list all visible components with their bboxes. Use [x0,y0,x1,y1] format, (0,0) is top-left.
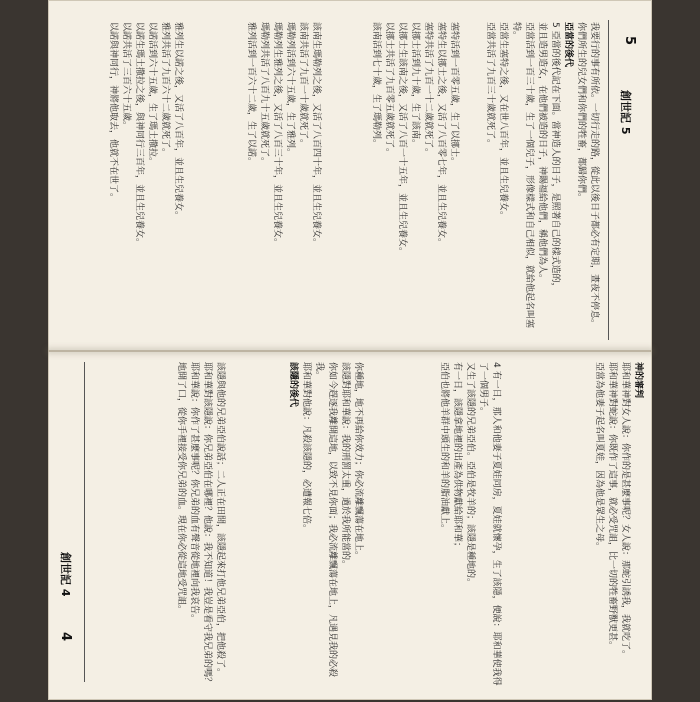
paragraph: 亞當共活了九百三十歲就死了。 [485,22,495,149]
page-number: 5 [622,36,637,46]
paragraph: 瑪勒列活到六十五歲，生了雅列。 [285,22,295,158]
running-head: 創世記 4 [59,552,72,597]
paragraph: 地開了口，從你手裡接受你兄弟的血。現在你必從這地受咒詛。 [176,362,186,615]
paragraph: 你種地，地不再給你效力；你必流離飄蕩在地上。 [353,362,363,561]
paragraph: 該隱對耶和華說：我的刑罰太重，過於我所能當的。 [340,362,350,570]
paragraph: 以挪士共活了九百零五歲就死了。 [384,22,394,158]
paragraph: 以挪士生該南之後，又活了八百一十五年，並且生兒養女。 [397,22,407,257]
page-bottom [48,352,652,702]
page-number: 4 [58,632,73,642]
paragraph: 以諾生瑪土撒拉之後，與神同行三百年，並且生兒養女。 [134,22,144,248]
text-column-2 [328,22,460,342]
text-column-1 [468,22,600,342]
paragraph: 耶和華神對女人說：你作的是甚麼事呢？女人說：那蛇引誘我，我就吃了。 [620,362,630,660]
paragraph: 耶和華說：你作了甚麼事呢？你兄弟的血有聲音從地裡向我哀告。 [189,362,199,624]
paragraph: 瑪勒列生雅列之後，又活了八百三十年，並且生兒養女。 [272,22,282,248]
paragraph: 塞特生以挪士之後，又活了八百零七年，並且生兒養女。 [436,22,446,248]
paragraph: 你如今趕逐我離開這地，以致不見你面；我必流離飄蕩在地上，凡遇見我的必殺我。 [314,362,337,678]
header-rule [84,362,85,682]
text-column-1 [94,362,226,688]
paragraph: 雅列共活了九百六十二歲就死了。 [160,22,170,158]
section-heading: 亞當的後代 [563,22,573,68]
open-book [48,0,652,700]
paragraph: 耶和華對他說：凡殺該隱的，必遭報七倍。 [301,362,311,534]
paragraph: 亞當生塞特之後，又在世八百年，並且生兒養女。 [498,22,508,221]
paragraph: 雅列活到一百六十二歲，生了以諾。 [246,22,256,167]
header-rule [608,20,609,340]
paragraph: 雅列生以諾之後，又活了八百年，並且生兒養女。 [173,22,183,221]
paragraph: 該南活到七十歲，生了瑪勒列。 [371,22,381,149]
paragraph: 該南共活了九百一十歲就死了。 [298,22,308,149]
paragraph: 塞特共活了九百一十二歲就死了。 [423,22,433,158]
paragraph: 耶和華神對蛇說：你既作了這事，就必受咒詛，比一切的牲畜野獸更甚。 [607,362,617,651]
paragraph: 以諾與神同行，神將他取去，他就不在世了。 [108,22,118,203]
paragraph: 塞特活到一百零五歲，生了以挪士。 [449,22,459,167]
paragraph: 亞伯也將他羊群中頭生的和羊的脂油獻上。 [439,362,449,534]
paragraph: 瑪勒列共活了八百九十五歲就死了。 [259,22,269,167]
text-column-3 [370,362,502,688]
paragraph: 以諾共活了三百六十五歲。 [121,22,131,131]
paragraph: 5 亞當的後代記在下面。當神造人的日子，是照著自己的樣式造的， [550,22,560,292]
paragraph: 亞當為他妻子起名叫夏娃，因為他是眾生之母。 [594,362,604,552]
paragraph: 亞當活到一百三十歲，生了一個兒子，形像樣式和自己相似，就給他起名叫塞特。 [511,22,534,329]
paragraph: 以諾活到六十五歲，生了瑪土撒拉。 [147,22,157,167]
page-top [48,0,652,350]
paragraph: 你們所生的兒女們和你們的牲畜，都歸你們。 [576,22,586,203]
text-column-4 [508,362,644,688]
section-heading: 神的審判 [633,362,643,399]
paragraph: 並且造男造女，在他們被造的日子，神賜福給他們，稱他們為人。 [537,22,547,284]
paragraph: 該南生瑪勒列之後，又活了八百四十年，並且生兒養女。 [311,22,321,248]
paragraph: 4 有一日，那人和他妻子夏娃同房，夏娃就懷孕，生了該隱，便說：耶和華使我得了一個男子。 [478,362,501,686]
paragraph: 該隱與他的兄弟亞伯說話；二人正在田間，該隱起來打他兄弟亞伯，把他殺了。 [215,362,225,678]
paragraph: 我要行的事有所依。一切行走的路，從此以後日子都必有定期，晝夜不停息。 [589,22,599,329]
text-column-2 [232,362,364,688]
paragraph: 以挪士活到九十歲，生了該南。 [410,22,420,149]
paragraph: 有一日，該隱拿地裡的出產為供物獻給耶和華； [452,362,462,552]
running-head: 創世記 5 [619,90,632,135]
paragraph: 又生了該隱的兄弟亞伯。亞伯是牧羊的；該隱是種地的。 [465,362,475,588]
section-heading: 該隱的後代 [288,362,298,408]
text-column-3 [190,22,322,342]
paragraph: 耶和華對該隱說：你兄弟亞伯在哪裡？他說：我不知道！我豈是看守我兄弟的嗎？ [202,362,212,687]
text-column-4 [54,22,184,342]
